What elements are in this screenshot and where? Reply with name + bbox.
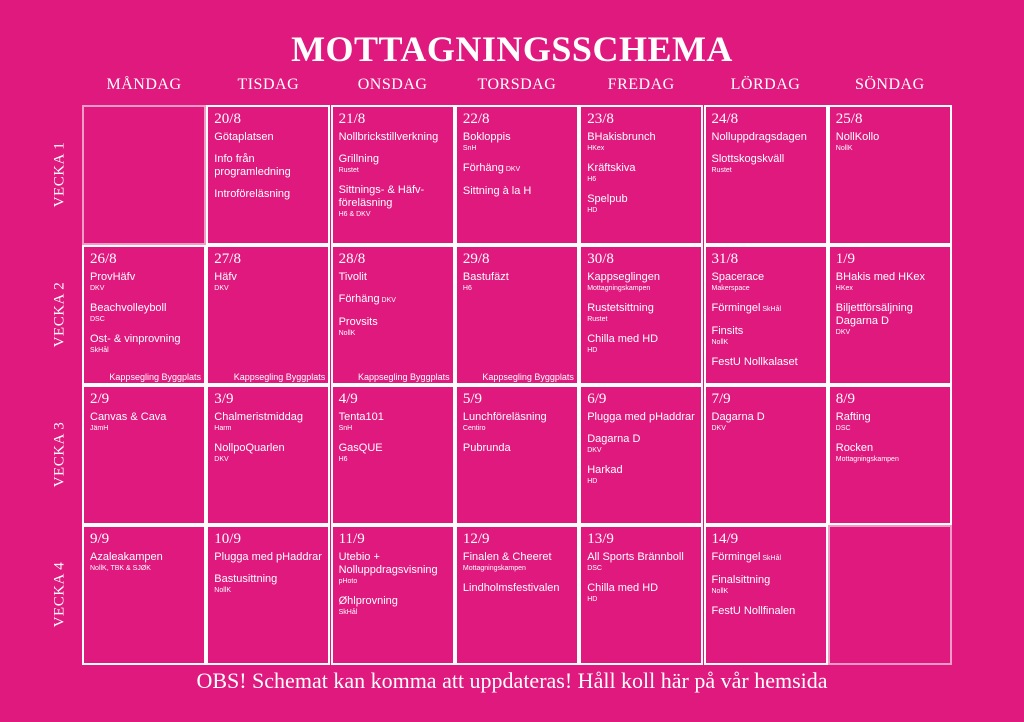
cell-date: 14/9 (711, 531, 739, 547)
event-title: Chilla med HD (587, 333, 659, 345)
event-title: FestU Nollkalaset (711, 356, 798, 368)
day-cell (331, 105, 455, 245)
event (214, 411, 322, 433)
event-title: Rustetsittning (587, 302, 654, 314)
event-title: Bastusittning (214, 573, 278, 585)
cell-date: 28/8 (338, 251, 366, 267)
event-title: NollpoQuarlen (214, 442, 285, 454)
event (836, 131, 944, 153)
event (463, 411, 571, 433)
event (214, 573, 322, 595)
event-organizer: NollK (835, 145, 853, 152)
event-title: Finalen & Cheeret (462, 551, 552, 563)
event-organizer: DKV (379, 297, 396, 304)
event-organizer: SkHål (760, 306, 782, 313)
event (836, 411, 944, 433)
event-organizer: Mottagningskampen (835, 456, 899, 463)
event (712, 411, 820, 433)
day-cell (704, 245, 828, 385)
event-organizer: Rustet (711, 167, 732, 174)
event-title: Spacerace (711, 271, 765, 283)
event (587, 582, 695, 604)
event (339, 271, 447, 284)
event (339, 551, 447, 586)
day-cell (455, 385, 579, 525)
event-title: Beachvolleyboll (90, 302, 167, 314)
cell-date: 23/8 (587, 111, 614, 127)
event-organizer: HKex (587, 145, 605, 152)
event (712, 574, 820, 596)
event (214, 551, 322, 564)
event (587, 302, 695, 324)
day-cell (206, 385, 330, 525)
event-organizer: NollK (711, 339, 729, 346)
day-cell (704, 525, 828, 665)
event (90, 271, 198, 293)
event (339, 184, 447, 219)
event-title: Dagarna D (711, 411, 765, 423)
event-organizer: NollK, TBK & SJØK (90, 565, 151, 572)
cell-footnote: Kappsegling Byggplats (109, 372, 201, 382)
event (339, 411, 447, 433)
cell-date: 8/9 (835, 391, 855, 407)
event-organizer: SkHål (338, 609, 358, 616)
event-title: Tenta101 (338, 411, 384, 423)
day-cell (704, 105, 828, 245)
event-organizer: H6 (462, 285, 472, 292)
event (339, 442, 447, 464)
cell-date: 24/8 (711, 111, 739, 127)
day-label: TISDAG (237, 76, 300, 93)
day-cell (828, 525, 952, 665)
event-title: ProvHäfv (90, 271, 136, 283)
day-cell (828, 385, 952, 525)
week-label: VECKA 2 (51, 281, 68, 348)
event-organizer: HKex (835, 285, 853, 292)
event-title: Harkad (587, 464, 623, 476)
week-label: VECKA 3 (51, 421, 68, 488)
event-organizer: DSC (835, 425, 851, 432)
day-cell (579, 245, 703, 385)
event (587, 193, 695, 215)
event-title: Azaleakampen (90, 551, 163, 563)
event-organizer: Rustet (587, 316, 608, 323)
event (836, 302, 944, 337)
event-organizer: DSC (90, 316, 105, 323)
event-organizer: DSC (587, 565, 602, 572)
event (339, 293, 447, 307)
event (214, 442, 322, 464)
event-title: Häfv (214, 271, 237, 283)
event-title: Förhäng (462, 162, 504, 174)
event (339, 153, 447, 175)
event (90, 333, 198, 355)
event-title: Bastufäzt (462, 271, 509, 283)
day-cell (206, 525, 330, 665)
event-title: Rocken (835, 442, 874, 454)
event (463, 582, 571, 595)
event-title: Sittning à la H (462, 185, 532, 197)
cell-footnote: Kappsegling Byggplats (233, 372, 326, 382)
event-title: Øhlprovning (338, 595, 398, 607)
event (587, 131, 695, 153)
event-title: Introföreläsning (214, 188, 291, 200)
day-label: SÖNDAG (854, 76, 925, 93)
event-title: Lunchföreläsning (462, 411, 547, 423)
week-label: VECKA 4 (51, 561, 68, 628)
event-organizer: HD (587, 207, 598, 214)
event-organizer: H6 & DKV (338, 211, 371, 218)
event (463, 551, 571, 573)
day-cell (828, 245, 952, 385)
day-label: MÅNDAG (106, 76, 182, 93)
event-organizer: Mottagningskampen (462, 565, 526, 572)
cell-date: 4/9 (338, 391, 358, 407)
day-label: ONSDAG (357, 76, 428, 93)
event (712, 356, 820, 369)
day-cell (331, 525, 455, 665)
event-organizer: DKV (587, 447, 602, 454)
event-title: Chilla med HD (587, 582, 659, 594)
event (712, 605, 820, 618)
event-organizer: SkHål (90, 347, 109, 354)
event-title: Bokloppis (462, 131, 511, 143)
event-title: Ost- & vinprovning (90, 333, 181, 345)
event-title: Förhäng (338, 293, 380, 305)
event-organizer: pHoto (338, 578, 358, 585)
cell-date: 22/8 (462, 111, 490, 127)
cell-date: 3/9 (214, 391, 234, 407)
day-cell (579, 525, 703, 665)
event (712, 302, 820, 316)
event-organizer: H6 (587, 176, 597, 183)
event (836, 271, 944, 293)
event (587, 464, 695, 486)
day-cell (579, 105, 703, 245)
event-title: All Sports Brännboll (587, 551, 684, 563)
event-organizer: NollK (711, 588, 729, 595)
event-title: Finsits (711, 325, 744, 337)
day-cell (82, 385, 206, 525)
event (712, 325, 820, 347)
event (339, 316, 447, 338)
event-title: Info från programledning (214, 153, 291, 178)
event (836, 442, 944, 464)
event (463, 185, 571, 198)
event-organizer: JämH (90, 425, 109, 432)
day-cell (331, 245, 455, 385)
event-title: Slottskogskväll (711, 153, 785, 165)
day-cell (206, 245, 330, 385)
cell-date: 26/8 (90, 251, 117, 267)
event-organizer: HD (587, 347, 598, 354)
weekday-header (82, 76, 952, 96)
day-cell (828, 105, 952, 245)
event-title: Utebio + Nolluppdragsvisning (338, 551, 438, 576)
event-title: Nollbrickstillverkning (338, 131, 439, 143)
event-title: Götaplatsen (214, 131, 274, 143)
event (712, 271, 820, 293)
event (214, 188, 322, 201)
event-title: Canvas & Cava (90, 411, 167, 423)
event-title: Nolluppdragsdagen (711, 131, 807, 143)
event-title: Finalsittning (711, 574, 771, 586)
event-title: Plugga med pHaddrar (214, 551, 322, 563)
cell-date: 6/9 (587, 391, 607, 407)
cell-footnote: Kappsegling Byggplats (358, 372, 450, 382)
event-organizer: HD (587, 596, 598, 603)
cell-date: 31/8 (711, 251, 739, 267)
event (214, 153, 322, 179)
event-title: BHakisbrunch (587, 131, 656, 143)
event-title: Tivolit (338, 271, 367, 283)
event (90, 551, 198, 573)
day-cell (455, 105, 579, 245)
cell-date: 5/9 (462, 391, 483, 407)
cell-date: 10/9 (214, 531, 241, 547)
event-title: Rafting (835, 411, 871, 423)
page-title: MOTTAGNINGSSCHEMA (291, 29, 733, 69)
event-organizer: SnH (462, 145, 477, 152)
event-organizer: DKV (503, 166, 521, 173)
event-organizer: NollK (338, 330, 356, 337)
event (463, 162, 571, 176)
day-cell (704, 385, 828, 525)
day-label: LÖRDAG (730, 76, 801, 93)
day-cell (579, 385, 703, 525)
event (712, 131, 820, 144)
event (90, 302, 198, 324)
event (214, 271, 322, 293)
day-cell (455, 245, 579, 385)
event-title: Spelpub (587, 193, 628, 205)
cell-date: 25/8 (835, 111, 863, 127)
event-title: Provsits (338, 316, 378, 328)
day-label: FREDAG (607, 76, 675, 93)
event-title: GasQUE (338, 442, 383, 454)
event-title: NollKollo (835, 131, 880, 143)
cell-date: 13/9 (587, 531, 614, 547)
cell-date: 11/9 (338, 531, 365, 547)
week-label: VECKA 1 (51, 141, 68, 208)
event-title: Plugga med pHaddrar (587, 411, 695, 423)
event-title: Biljettförsäljning Dagarna D (835, 302, 913, 327)
event-organizer: DKV (214, 456, 229, 463)
event (587, 271, 695, 293)
event (339, 131, 447, 144)
event-organizer: HD (587, 478, 598, 485)
cell-date: 29/8 (462, 251, 490, 267)
event-organizer: SkHål (760, 555, 782, 562)
event-organizer: H6 (338, 456, 348, 463)
event-title: Grillning (338, 153, 379, 165)
event-organizer: DKV (214, 285, 229, 292)
event-title: Kräftskiva (587, 162, 636, 174)
event (463, 131, 571, 153)
day-label: TORSDAG (477, 76, 557, 93)
event (90, 411, 198, 433)
day-cell (82, 245, 206, 385)
cell-date: 30/8 (587, 251, 614, 267)
event-title: Chalmeristmiddag (214, 411, 303, 423)
event-title: BHakis med HKex (835, 271, 926, 283)
event-organizer: Rustet (338, 167, 359, 174)
event-title: Förmingel (711, 302, 761, 314)
day-cell (331, 385, 455, 525)
day-cell (82, 525, 206, 665)
event (587, 433, 695, 455)
event (214, 131, 322, 144)
cell-date: 9/9 (90, 531, 110, 547)
event (587, 551, 695, 573)
event-title: Lindholmsfestivalen (462, 582, 560, 594)
event (587, 411, 695, 424)
event-title: FestU Nollfinalen (711, 605, 796, 617)
event-organizer: SnH (338, 425, 353, 432)
event (463, 271, 571, 293)
event (712, 551, 820, 565)
schedule-grid (82, 105, 952, 665)
day-cell (82, 105, 206, 245)
cell-date: 2/9 (90, 391, 110, 407)
event (339, 595, 447, 617)
event (587, 333, 695, 355)
event-organizer: Mottagningskampen (587, 285, 651, 292)
event-organizer: Centiro (462, 425, 486, 432)
cell-date: 1/9 (835, 251, 855, 267)
day-cell (455, 525, 579, 665)
event-title: Förmingel (711, 551, 761, 563)
cell-date: 20/8 (214, 111, 241, 127)
event (463, 442, 571, 455)
cell-date: 12/9 (462, 531, 490, 547)
cell-date: 27/8 (214, 251, 241, 267)
event-title: Sittnings- & Häfv-föreläsning (338, 184, 425, 209)
cell-date: 7/9 (711, 391, 731, 407)
event-organizer: DKV (90, 285, 105, 292)
event-organizer: Harm (214, 425, 232, 432)
event-title: Pubrunda (462, 442, 511, 454)
event-organizer: DKV (835, 329, 851, 336)
cell-date: 21/8 (338, 111, 366, 127)
event-organizer: DKV (711, 425, 726, 432)
day-cell (206, 105, 330, 245)
event-title: Dagarna D (587, 433, 641, 445)
event-title: Kappseglingen (587, 271, 660, 283)
cell-footnote: Kappsegling Byggplats (482, 372, 574, 382)
event (587, 162, 695, 184)
footer-note: OBS! Schemat kan komma att uppdateras! Håll koll här på vår hemsida (196, 668, 828, 693)
event-organizer: NollK (214, 587, 232, 594)
event-organizer: Makerspace (711, 285, 750, 292)
event (712, 153, 820, 175)
